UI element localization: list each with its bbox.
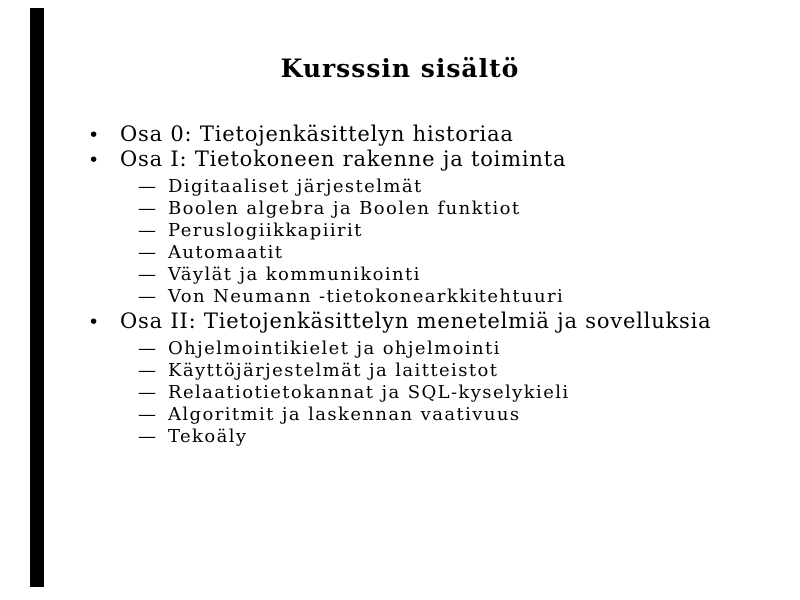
dash-bullet-icon: — [138,286,156,307]
sublist [88,338,768,448]
bullet-icon: • [88,124,101,146]
dash-bullet-icon: — [138,404,156,425]
dash-bullet-icon: — [138,426,156,447]
list-item [138,426,768,448]
list-item [138,242,768,264]
page-edge-bar [30,8,44,587]
dash-bullet-icon: — [138,220,156,241]
list-item-label: Väylät ja kommunikointi [168,264,421,285]
dash-bullet-icon: — [138,360,156,381]
dash-bullet-icon: — [138,382,156,403]
slide-title: Kursssin sisältö [280,54,520,83]
list-item-label: Digitaaliset järjestelmät [168,176,423,197]
bullet-icon: • [88,149,101,171]
list-item-label: Automaatit [168,242,284,263]
list-item [138,198,768,220]
list-item-label: Käyttöjärjestelmät ja laitteistot [168,360,499,381]
outline-list [88,122,768,449]
list-item [138,382,768,404]
list-item [88,147,768,172]
list-item-label: Ohjelmointikielet ja ohjelmointi [168,338,501,359]
list-item-label: Osa I: Tietokoneen rakenne ja toiminta [120,147,567,171]
list-item [88,309,768,334]
dash-bullet-icon: — [138,176,156,197]
list-item-label: Von Neumann -tietokonearkkitehtuuri [168,286,565,307]
list-item [138,286,768,308]
list-item [138,176,768,198]
list-item-label: Boolen algebra ja Boolen funktiot [168,198,521,219]
dash-bullet-icon: — [138,242,156,263]
list-item [138,264,768,286]
list-item [138,338,768,360]
sublist [88,176,768,308]
list-item-label: Algoritmit ja laskennan vaativuus [168,404,521,425]
list-item [88,122,768,147]
bullet-icon: • [88,311,101,333]
dash-bullet-icon: — [138,338,156,359]
list-item [138,220,768,242]
list-item-label: Relaatiotietokannat ja SQL-kyselykieli [168,382,570,403]
list-item-label: Osa II: Tietojenkäsittelyn menetelmiä ja sovelluksia [120,309,712,333]
list-item [138,404,768,426]
dash-bullet-icon: — [138,264,156,285]
list-item-label: Tekoäly [168,426,248,447]
list-item-label: Osa 0: Tietojenkäsittelyn historiaa [120,122,514,146]
list-item [138,360,768,382]
dash-bullet-icon: — [138,198,156,219]
list-item-label: Peruslogiikkapiirit [168,220,363,241]
